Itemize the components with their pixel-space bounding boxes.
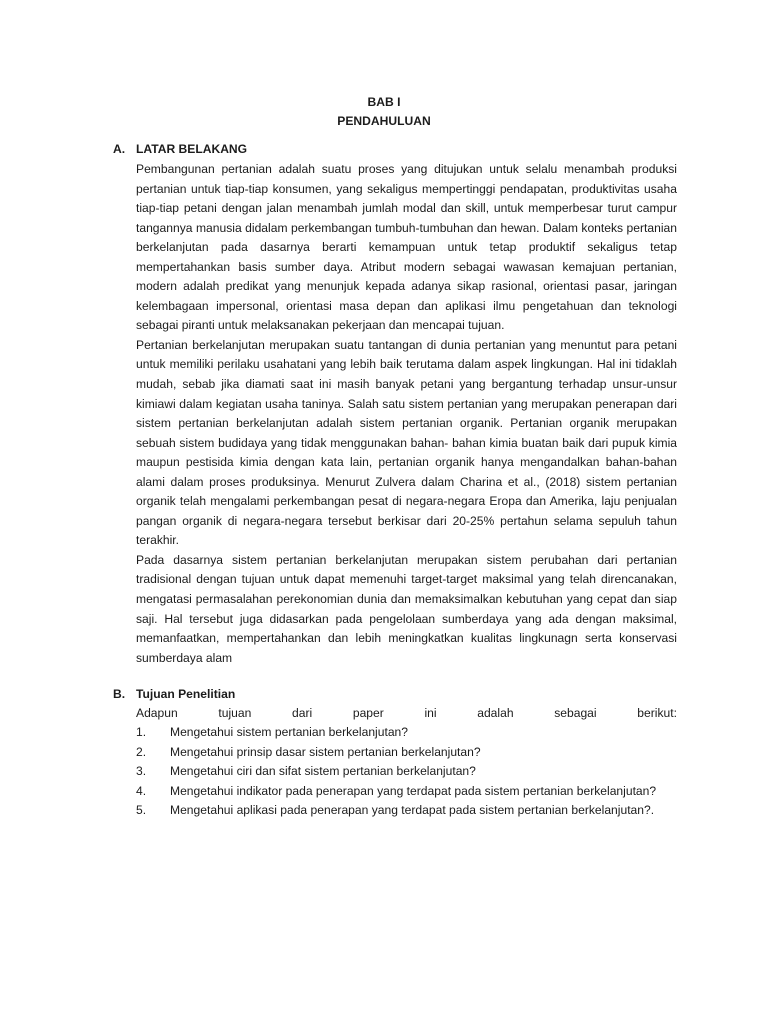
list-item-number: 1. — [136, 725, 147, 739]
list-item-text: Mengetahui indikator pada penerapan yang terdapat pada sistem pertanian berkelanjutan? — [170, 783, 657, 798]
list-item — [136, 762, 677, 782]
list-item — [136, 723, 677, 743]
section-b-title: Tujuan Penelitian — [136, 687, 236, 701]
list-item-number: 2. — [136, 744, 147, 759]
section-a-body — [136, 160, 677, 668]
list-item-text: Mengetahui aplikasi pada penerapan yang terdapat pada sistem pertanian berkelanjutan?. — [170, 803, 655, 818]
section-b-intro — [136, 704, 677, 724]
chapter-number: BAB I — [367, 95, 401, 109]
objectives-list — [136, 723, 677, 821]
list-item — [136, 801, 677, 821]
intro-word: ini — [424, 706, 437, 720]
paragraph: Pembangunan pertanian adalah suatu proses yang ditujukan untuk selalu menambah produksi pertanian untuk tiap-tiap konsumen, yang sekaligus mempertinggi pendapatan, produktivitas usaha tiap-tiap petani dengan jalan menambah jumlah modal dan skill, untuk memperbesar turut campur tangannya manusia didalam perkembangan tumbuh-tumbuhan dan hewan. Dalam konteks pertanian berkelanjutan pada dasarnya berarti kemampuan untuk tetap produktif sekaligus tetap mempertahankan basis sumber daya. Atribut modern sebagai wawasan kemajuan pertanian, modern adalah predikat yang menunjuk kepada adanya sikap rasional, orientasi pasar, jaringan kelembagaan impersonal, orientasi masa depan dan aplikasi ilmu pengetahuan dan teknologi sebagai piranti untuk melaksanakan pekerjaan dan mencapai tujuan. — [136, 162, 677, 333]
list-item-number: 5. — [136, 803, 147, 818]
section-b-label: B. — [113, 687, 126, 701]
list-item — [136, 782, 677, 802]
intro-word: Adapun — [136, 706, 178, 720]
section-a-label: A. — [113, 142, 126, 156]
intro-word: berikut: — [637, 706, 677, 720]
intro-word: sebagai — [554, 706, 597, 720]
intro-word: paper — [352, 706, 384, 720]
intro-word: tujuan — [218, 706, 252, 720]
list-item-text: Mengetahui ciri dan sifat sistem pertanian berkelanjutan? — [170, 764, 476, 779]
section-a-title: LATAR BELAKANG — [136, 142, 248, 156]
list-item-text: Mengetahui sistem pertanian berkelanjutan? — [170, 725, 408, 739]
list-item-number: 4. — [136, 783, 147, 798]
intro-word: dari — [292, 706, 313, 720]
list-item-number: 3. — [136, 764, 147, 779]
list-item — [136, 743, 677, 763]
intro-word: adalah — [477, 706, 514, 720]
paragraph: Pada dasarnya sistem pertanian berkelanjutan merupakan sistem perubahan dari pertanian tradisional dengan tujuan untuk dapat memenuhi target-target maksimal yang telah direncanakan, mengatasi permasalahan perekonomian dunia dan memaksimalkan kebutuhan yang cepat dan siap saji. Hal tersebut juga didasarkan pada pengelolaan sumberdaya yang ada dengan maksimal, memanfaatkan, mempertahankan dan lebih meningkatkan kualitas lingkunagn serta konservasi sumberdaya alam — [136, 552, 677, 665]
paragraph: Pertanian berkelanjutan merupakan suatu tantangan di dunia pertanian yang menuntut para petani untuk memiliki perilaku usahatani yang lebih baik terutama dalam aspek lingkungan. Hal ini tidaklah mudah, sebab jika diamati saat ini masih banyak petani yang bergantung terhadap unsur-unsur kimiawi dalam kegiatan usaha taninya. Salah satu sistem pertanian yang merupakan penerapan dari sistem pertanian berkelanjutan adalah sistem pertanian organik. Pertanian organik merupakan sebuah sistem budidaya yang tidak menggunakan bahan- bahan kimia buatan baik dari pupuk kimia maupun pestisida kimia dengan kata lain, pertanian organik hanya mengandalkan bahan-bahan alami dalam proses produksinya. Menurut Zulvera dalam Charina et al., (2018) sistem pertanian organik telah mengalami perkembangan pesat di negara-negara Eropa dan Amerika, laju penjualan pangan organik di negara-negara tersebut berkisar dari 20-25% pertahun selama sepuluh tahun terakhir. — [136, 337, 677, 548]
chapter-title: PENDAHULUAN — [337, 114, 431, 128]
list-item-text: Mengetahui prinsip dasar sistem pertanian berkelanjutan? — [170, 744, 481, 759]
